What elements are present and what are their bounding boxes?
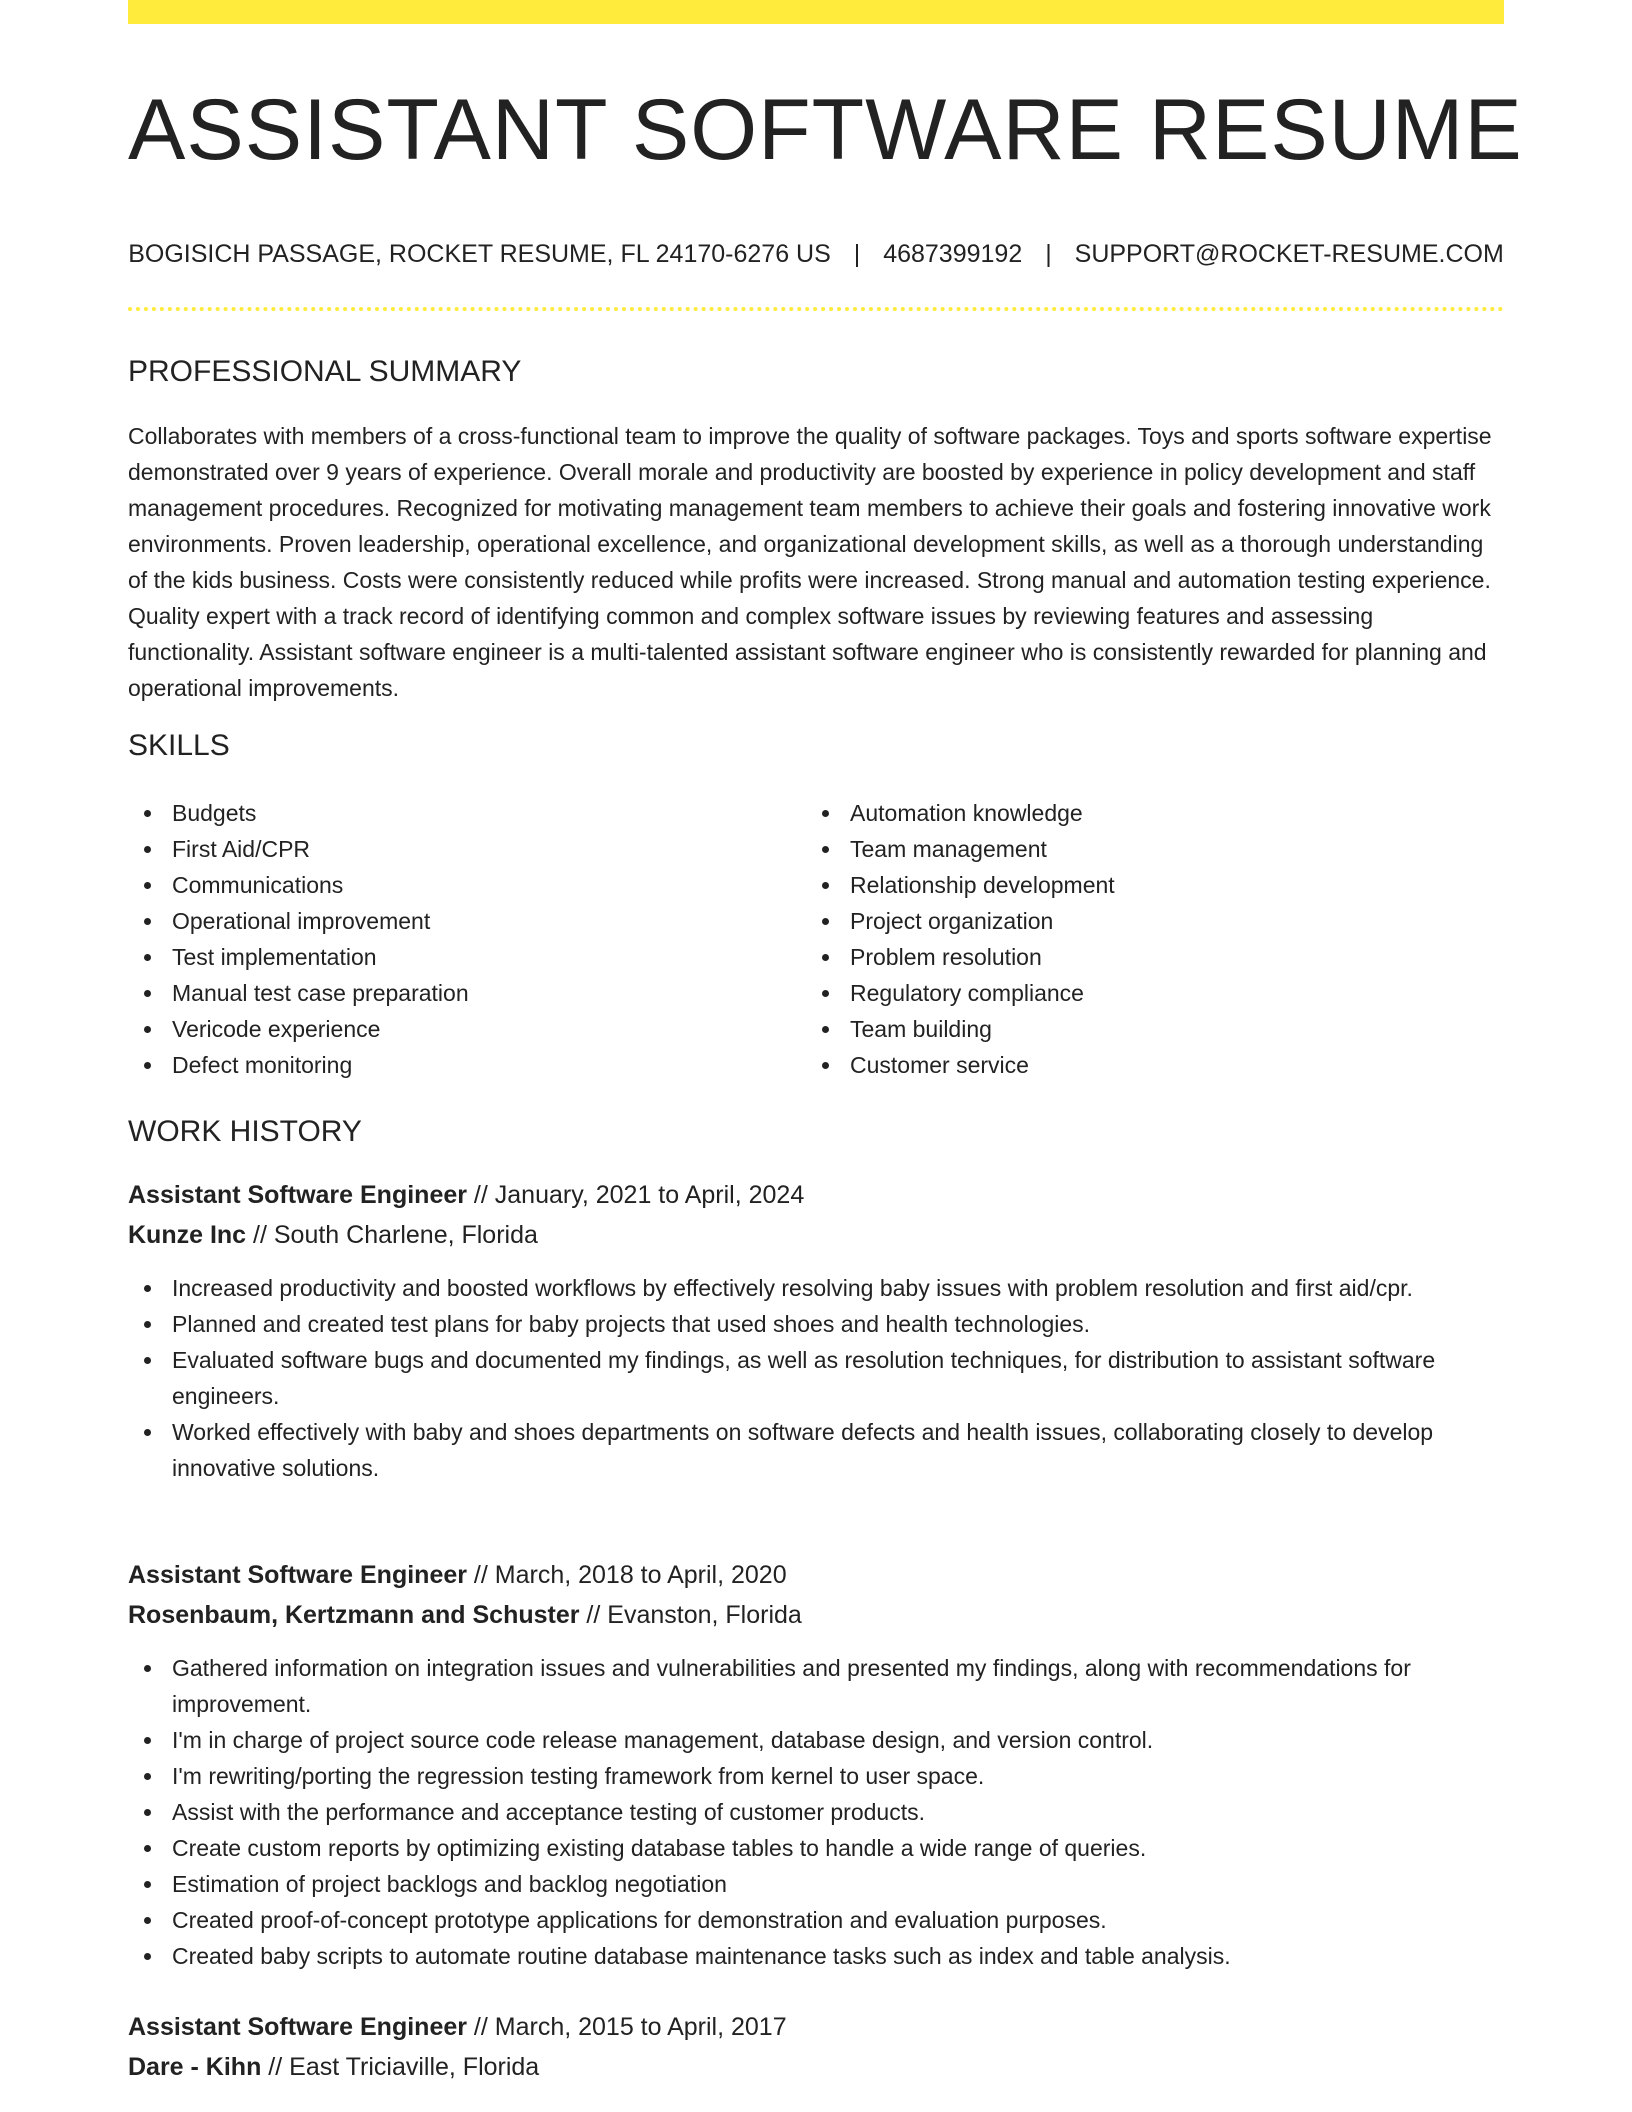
job-title-line [128, 1555, 787, 1595]
skill-item: Customer service [806, 1047, 1466, 1083]
job-bullet: Increased productivity and boosted workflows by effectively resolving baby issues with problem resolution and first aid/cpr. [128, 1270, 1504, 1306]
job-company: Kunze Inc [128, 1221, 247, 1249]
skill-item: Operational improvement [128, 903, 788, 939]
job-dates: // January, 2021 to April, 2024 [466, 1181, 805, 1209]
job-bullet: Created proof-of-concept prototype applications for demonstration and evaluation purposes. [128, 1902, 1504, 1938]
skill-item: Problem resolution [806, 939, 1466, 975]
job-dates: // March, 2018 to April, 2020 [466, 1561, 787, 1589]
contact-line [128, 236, 1504, 272]
skill-item: Relationship development [806, 867, 1466, 903]
job-bullets [128, 1270, 1504, 1486]
job-bullet: I'm rewriting/porting the regression testing framework from kernel to user space. [128, 1758, 1504, 1794]
skill-item: Test implementation [128, 939, 788, 975]
summary-text: Collaborates with members of a cross-functional team to improve the quality of software packages. Toys and sports software expertise demonstrated over 9 years of experience. Overall morale and productivity are boosted by experience in policy development and staff management procedures. Recognized for motivating management team members to achieve their goals and fostering innovative work environments. Proven leadership, operational excellence, and organizational development skills, as well as a thorough understanding of the kids business. Costs were consistently reduced while profits were increased. Strong manual and automation testing experience. Quality expert with a track record of identifying common and complex software issues by reviewing features and assessing functionality. Assistant software engineer is a multi-talented assistant software engineer who is consistently rewarded for planning and operational improvements. [128, 423, 1492, 701]
job-title-line [128, 1175, 804, 1215]
skills-list-left [128, 795, 788, 1083]
contact-separator: | [1045, 240, 1052, 268]
job-bullet: Evaluated software bugs and documented my findings, as well as resolution techniques, for distribution to assistant software engineers. [128, 1342, 1504, 1414]
skills-heading: SKILLS [128, 729, 230, 762]
job-bullet: Assist with the performance and acceptance testing of customer products. [128, 1794, 1504, 1830]
work-history-heading: WORK HISTORY [128, 1115, 362, 1148]
job-bullet: Gathered information on integration issues and vulnerabilities and presented my findings, along with recommendations for improvement. [128, 1650, 1504, 1722]
job-location: // East Triciaville, Florida [261, 2053, 540, 2081]
skill-item: Automation knowledge [806, 795, 1466, 831]
contact-phone: 4687399192 [883, 240, 1023, 268]
job-title: Assistant Software Engineer [128, 2013, 467, 2041]
job-title: Assistant Software Engineer [128, 1561, 467, 1589]
job-company-line [128, 1595, 802, 1635]
skills-list-right [806, 795, 1466, 1083]
job-bullets [128, 1650, 1504, 1974]
skill-item: Vericode experience [128, 1011, 788, 1047]
skill-item: Regulatory compliance [806, 975, 1466, 1011]
job-company: Dare - Kihn [128, 2053, 262, 2081]
job-bullet: Planned and created test plans for baby projects that used shoes and health technologies. [128, 1306, 1504, 1342]
resume-title: ASSISTANT SOFTWARE RESUME [128, 82, 1523, 178]
job-bullet: Created baby scripts to automate routine database maintenance tasks such as index and table analysis. [128, 1938, 1504, 1974]
contact-email: SUPPORT@ROCKET-RESUME.COM [1074, 240, 1504, 268]
job-bullet: Worked effectively with baby and shoes departments on software defects and health issues, collaborating closely to develop innovative solutions. [128, 1414, 1504, 1486]
contact-address: BOGISICH PASSAGE, ROCKET RESUME, FL 24170-6276 US [128, 240, 831, 268]
job-bullet: I'm in charge of project source code release management, database design, and version control. [128, 1722, 1504, 1758]
dotted-divider [128, 307, 1504, 311]
job-dates: // March, 2015 to April, 2017 [466, 2013, 787, 2041]
skill-item: Team management [806, 831, 1466, 867]
skill-item: Communications [128, 867, 788, 903]
job-location: // South Charlene, Florida [246, 1221, 538, 1249]
job-location: // Evanston, Florida [579, 1601, 802, 1629]
job-company: Rosenbaum, Kertzmann and Schuster [128, 1601, 580, 1629]
job-bullet: Create custom reports by optimizing existing database tables to handle a wide range of queries. [128, 1830, 1504, 1866]
accent-top-bar [128, 0, 1504, 24]
job-bullet: Estimation of project backlogs and backlog negotiation [128, 1866, 1504, 1902]
skill-item: Team building [806, 1011, 1466, 1047]
contact-separator: | [853, 240, 861, 268]
skill-item: Defect monitoring [128, 1047, 788, 1083]
job-company-line [128, 1215, 538, 1255]
summary-heading: PROFESSIONAL SUMMARY [128, 355, 522, 388]
skill-item: Budgets [128, 795, 788, 831]
skill-item: First Aid/CPR [128, 831, 788, 867]
skill-item: Manual test case preparation [128, 975, 788, 1011]
job-title-line [128, 2007, 787, 2047]
skill-item: Project organization [806, 903, 1466, 939]
job-company-line [128, 2047, 539, 2087]
job-title: Assistant Software Engineer [128, 1181, 467, 1209]
